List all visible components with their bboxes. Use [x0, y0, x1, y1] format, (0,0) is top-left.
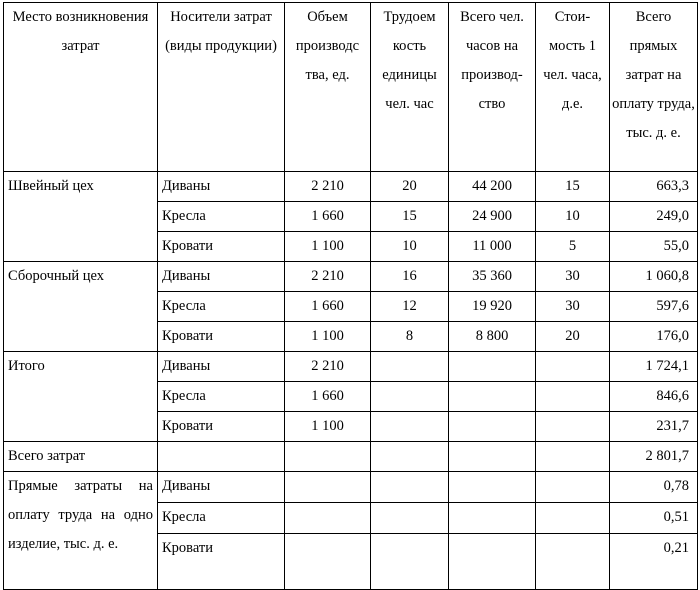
header-carriers: Носители затрат (виды продукции): [158, 3, 285, 172]
rate-cell: 5: [536, 232, 610, 262]
product-cell: Кресла: [158, 382, 285, 412]
hours-cell: [449, 412, 536, 442]
header-direct-labor-total: Всего прямых затрат на оплату труда, тыс. д. е.: [610, 3, 698, 172]
header-hour-cost: Стои- мость 1 чел. часа, д.е.: [536, 3, 610, 172]
rate-cell: 30: [536, 292, 610, 322]
table-row: [4, 472, 698, 503]
total-cell: 249,0: [610, 202, 698, 232]
hours-cell: [449, 352, 536, 382]
labor-cell: [371, 412, 449, 442]
product-cell: Диваны: [158, 472, 285, 503]
rate-cell: 10: [536, 202, 610, 232]
place-cell: Сборочный цех: [4, 262, 158, 352]
total-cell: 55,0: [610, 232, 698, 262]
rate-cell: 20: [536, 322, 610, 352]
total-cell: 1 724,1: [610, 352, 698, 382]
rate-cell: [536, 382, 610, 412]
header-volume: Объем производс тва, ед.: [285, 3, 371, 172]
header-labor-intensity: Трудоем кость единицы чел. час: [371, 3, 449, 172]
labor-cell: 8: [371, 322, 449, 352]
volume-cell: 2 210: [285, 352, 371, 382]
total-cell: 597,6: [610, 292, 698, 322]
total-cell: 231,7: [610, 412, 698, 442]
rate-cell: [536, 412, 610, 442]
product-cell: Кровати: [158, 322, 285, 352]
header-place: Место возникновения затрат: [4, 3, 158, 172]
labor-cell: 12: [371, 292, 449, 322]
per-unit-value: 0,51: [610, 503, 698, 534]
volume-cell: 1 100: [285, 412, 371, 442]
grand-total-row: [4, 442, 698, 472]
rate-cell: [536, 352, 610, 382]
hours-cell: 24 900: [449, 202, 536, 232]
volume-cell: 1 100: [285, 232, 371, 262]
labor-cell: 10: [371, 232, 449, 262]
place-cell: Итого: [4, 352, 158, 442]
product-cell: Диваны: [158, 262, 285, 292]
rate-cell: 15: [536, 172, 610, 202]
hours-cell: 11 000: [449, 232, 536, 262]
rate-cell: 30: [536, 262, 610, 292]
labor-cost-table: [3, 2, 698, 590]
product-cell: Диваны: [158, 172, 285, 202]
grand-total-value: 2 801,7: [610, 442, 698, 472]
product-cell: Диваны: [158, 352, 285, 382]
product-cell: Кресла: [158, 503, 285, 534]
labor-cell: 15: [371, 202, 449, 232]
labor-cell: 20: [371, 172, 449, 202]
place-cell: Швейный цех: [4, 172, 158, 262]
hours-cell: 19 920: [449, 292, 536, 322]
table-row: [4, 352, 698, 382]
per-unit-value: 0,21: [610, 534, 698, 590]
labor-cell: [371, 352, 449, 382]
volume-cell: 1 660: [285, 292, 371, 322]
total-cell: 1 060,8: [610, 262, 698, 292]
product-cell: Кровати: [158, 232, 285, 262]
per-unit-label: Прямые затраты на оплату труда на одно изделие, тыс. д. е.: [4, 472, 158, 590]
product-cell: Кровати: [158, 412, 285, 442]
volume-cell: 2 210: [285, 262, 371, 292]
volume-cell: 2 210: [285, 172, 371, 202]
total-cell: 663,3: [610, 172, 698, 202]
table-row: [4, 172, 698, 202]
per-unit-value: 0,78: [610, 472, 698, 503]
table-row: [4, 262, 698, 292]
labor-cell: [371, 382, 449, 412]
product-cell: Кресла: [158, 292, 285, 322]
product-cell: Кровати: [158, 534, 285, 590]
header-row: [4, 3, 698, 172]
volume-cell: 1 660: [285, 202, 371, 232]
header-total-hours: Всего чел. часов на производ- ство: [449, 3, 536, 172]
hours-cell: 44 200: [449, 172, 536, 202]
grand-total-label: Всего затрат: [4, 442, 158, 472]
total-cell: 846,6: [610, 382, 698, 412]
volume-cell: 1 660: [285, 382, 371, 412]
hours-cell: 8 800: [449, 322, 536, 352]
total-cell: 176,0: [610, 322, 698, 352]
labor-cell: 16: [371, 262, 449, 292]
volume-cell: 1 100: [285, 322, 371, 352]
hours-cell: 35 360: [449, 262, 536, 292]
hours-cell: [449, 382, 536, 412]
product-cell: Кресла: [158, 202, 285, 232]
